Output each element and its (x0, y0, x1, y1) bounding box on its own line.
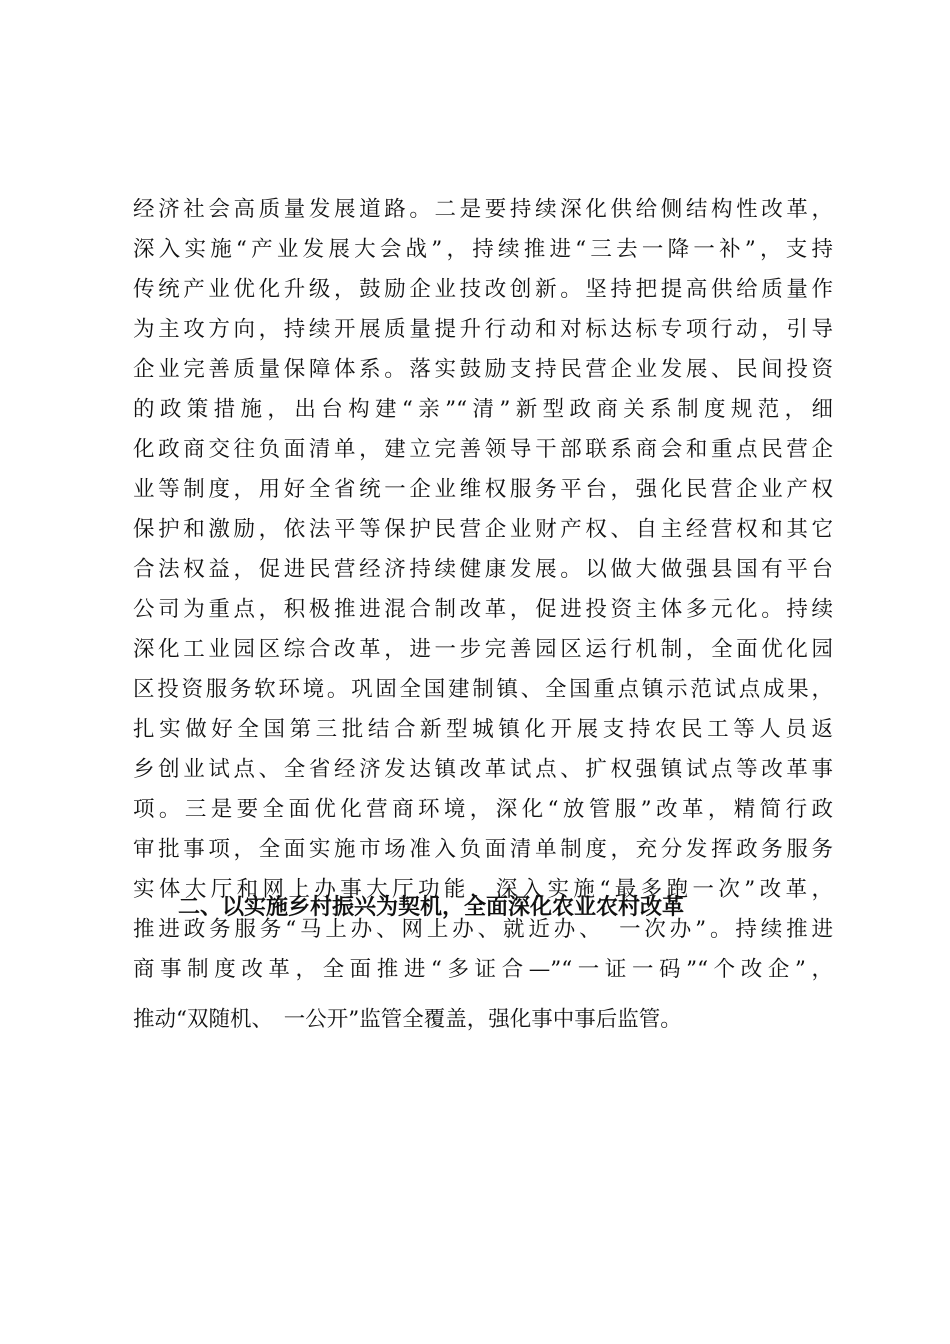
paragraph-line: 乡创业试点、全省经济发达镇改革试点、扩权强镇试点等改革事 (133, 757, 833, 782)
paragraph-line: 保护和激励，依法平等保护民营企业财产权、自主经营权和其它 (133, 517, 833, 542)
paragraph-line: 的政策措施，出台构建“亲”“清”新型政商关系制度规范，细 (133, 397, 833, 422)
paragraph-line: 传统产业优化升级，鼓励企业技改创新。坚持把提高供给质量作 (133, 277, 833, 302)
paragraph-line: 商事制度改革，全面推进“多证合—”“一证一码”“个改企”， (133, 957, 833, 982)
section-heading: 二、以实施乡村振兴为契机，全面深化农业农村改革 (178, 895, 685, 920)
paragraph-line: 项。三是要全面优化营商环境，深化“放管服”改革，精简行政 (133, 797, 833, 822)
paragraph-line: 深化工业园区综合改革，进一步完善园区运行机制，全面优化园 (133, 637, 833, 662)
paragraph-line: 推进政务服务“马上办、网上办、就近办、 一次办”。持续推进 (133, 917, 833, 942)
paragraph-line: 为主攻方向，持续开展质量提升行动和对标达标专项行动，引导 (133, 317, 833, 342)
paragraph-line: 推动“双随机、 一公开”监管全覆盖，强化事中事后监管。 (133, 1007, 682, 1032)
paragraph-line: 实体大厅和网上办事大厅功能，深入实施“最多跑一次”改革， (133, 877, 833, 902)
paragraph-line: 业等制度，用好全省统一企业维权服务平台，强化民营企业产权 (133, 477, 833, 502)
paragraph-line: 合法权益，促进民营经济持续健康发展。以做大做强县国有平台 (133, 557, 833, 582)
paragraph-line: 审批事项，全面实施市场准入负面清单制度，充分发挥政务服务 (133, 837, 833, 862)
paragraph-line: 深入实施“产业发展大会战”，持续推进“三去一降一补”，支持 (133, 237, 833, 262)
paragraph-line: 化政商交往负面清单，建立完善领导干部联系商会和重点民营企 (133, 437, 833, 462)
paragraph-line: 区投资服务软环境。巩固全国建制镇、全国重点镇示范试点成果， (133, 677, 833, 702)
paragraph-line: 扎实做好全国第三批结合新型城镇化开展支持农民工等人员返 (133, 717, 833, 742)
paragraph-line: 企业完善质量保障体系。落实鼓励支持民营企业发展、民间投资 (133, 357, 833, 382)
paragraph-line: 公司为重点，积极推进混合制改革，促进投资主体多元化。持续 (133, 597, 833, 622)
paragraph-line: 经济社会高质量发展道路。二是要持续深化供给侧结构性改革， (133, 197, 833, 222)
